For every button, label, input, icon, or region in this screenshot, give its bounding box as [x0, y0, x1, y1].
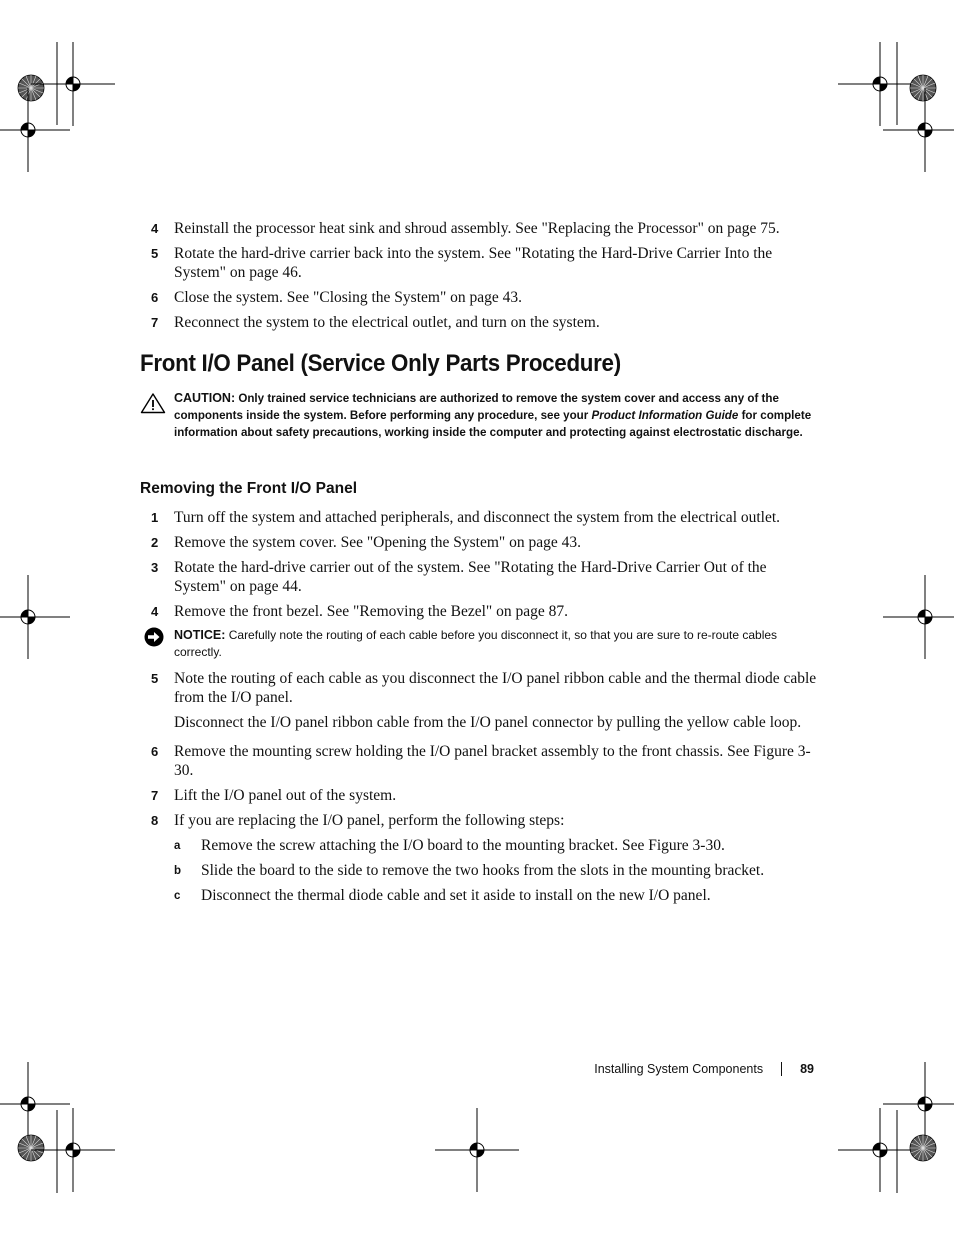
page-footer — [594, 1062, 814, 1076]
caution-label: CAUTION: — [174, 391, 236, 405]
caution-box — [140, 390, 820, 441]
crop-mark-mid-left — [0, 575, 70, 659]
subsection-title: Removing the Front I/O Panel — [140, 480, 358, 497]
crop-mark-top-right — [838, 42, 954, 172]
step-item: 7 Reconnect the system to the electrical outlet, and turn on the system. — [151, 314, 600, 331]
removal-procedure — [140, 508, 820, 911]
substep-text: Disconnect the thermal diode cable and set it aside to install on the new I/O panel. — [201, 887, 711, 904]
step-item: 5 Note the routing of each cable as you disconnect the I/O panel ribbon cable and the thermal diode cable from the I/O panel. — [151, 670, 817, 706]
step-item: 6 Close the system. See "Closing the System" on page 43. — [151, 289, 523, 306]
step-text: Remove the front bezel. See "Removing the Bezel" on page 87. — [174, 603, 569, 620]
product-information-guide: Product Information Guide — [591, 409, 739, 422]
crop-mark-bottom-right — [838, 1062, 954, 1193]
notice-box — [140, 627, 820, 661]
step-paragraph: Disconnect the I/O panel ribbon cable from the I/O panel connector by pulling the yellow cable loop. — [174, 714, 802, 731]
step-text: Reconnect the system to the electrical outlet, and turn on the system. — [174, 314, 600, 331]
step-text: Remove the system cover. See "Opening the System" on page 43. — [174, 534, 581, 551]
crop-mark-bottom-center — [435, 1108, 519, 1192]
substep-item: a Remove the screw attaching the I/O board to the mounting bracket. See Figure 3-30. — [174, 837, 725, 854]
caution-triangle-icon — [140, 392, 166, 414]
crop-mark-mid-right — [883, 575, 954, 659]
substep-item: c Disconnect the thermal diode cable and set it aside to install on the new I/O panel. — [174, 887, 711, 904]
crop-mark-top-left — [0, 42, 115, 172]
step-text: Rotate the hard-drive carrier back into the system. See "Rotating the Hard-Drive Carrier Into the System" on page 46. — [174, 245, 773, 281]
previous-procedure-steps — [140, 219, 820, 338]
step-text: Lift the I/O panel out of the system. — [174, 787, 397, 804]
section-title: Front I/O Panel (Service Only Parts Procedure) — [140, 350, 621, 377]
step-item: 5 Rotate the hard-drive carrier back into the system. See "Rotating the Hard-Drive Carrier Into the System" on page 46. — [151, 245, 773, 281]
step-text: Turn off the system and attached peripherals, and disconnect the system from the electrical outlet. — [174, 509, 781, 526]
step-text: Rotate the hard-drive carrier out of the system. See "Rotating the Hard-Drive Carrier Out of the System" on page 44. — [174, 559, 767, 595]
notice-label: NOTICE: — [174, 628, 226, 642]
substep-item: b Slide the board to the side to remove the two hooks from the slots in the mounting bracket. — [174, 862, 765, 879]
step-item: 2 Remove the system cover. See "Opening the System" on page 43. — [151, 534, 581, 551]
step-item: 7 Lift the I/O panel out of the system. — [151, 787, 397, 804]
notice-text: NOTICE: Carefully note the routing of each cable before you disconnect it, so that you are sure to re-route cables correctly. — [174, 628, 778, 659]
substep-text: Remove the screw attaching the I/O board to the mounting bracket. See Figure 3-30. — [201, 837, 725, 854]
footer-chapter-title: Installing System Components — [594, 1062, 764, 1076]
step-item: 4 Remove the front bezel. See "Removing the Bezel" on page 87. — [151, 603, 569, 620]
step-text: Remove the mounting screw holding the I/O panel bracket assembly to the front chassis. See Figure 3-30. — [174, 743, 811, 779]
step-item: 1 Turn off the system and attached peripherals, and disconnect the system from the electrical outlet. — [151, 509, 781, 526]
step-text: Note the routing of each cable as you disconnect the I/O panel ribbon cable and the thermal diode cable from the I/O panel. — [174, 670, 817, 706]
step-text: If you are replacing the I/O panel, perform the following steps: — [174, 812, 565, 829]
step-item: 3 Rotate the hard-drive carrier out of the system. See "Rotating the Hard-Drive Carrier Out of the System" on page 44. — [151, 559, 767, 595]
footer-divider — [781, 1062, 782, 1076]
step-item: 8 If you are replacing the I/O panel, perform the following steps: — [151, 812, 565, 829]
notice-arrow-icon — [144, 627, 164, 647]
page-number: 89 — [800, 1062, 814, 1076]
step-text: Close the system. See "Closing the System" on page 43. — [174, 289, 523, 306]
step-text: Reinstall the processor heat sink and shroud assembly. See "Replacing the Processor" on page 75. — [174, 220, 780, 237]
crop-mark-bottom-left — [0, 1062, 115, 1193]
step-item: 4 Reinstall the processor heat sink and shroud assembly. See "Replacing the Processor" on page 75. — [151, 220, 780, 237]
caution-text: CAUTION: Only trained service technicians are authorized to remove the system cover and access any of the components inside the system. Before performing any procedure, see your Product Information Guide for complete information about safety precautions, working inside the computer and protecting against electrostatic discharge. — [174, 391, 812, 439]
step-item: 6 Remove the mounting screw holding the I/O panel bracket assembly to the front chassis. See Figure 3-30. — [151, 743, 811, 779]
substep-text: Slide the board to the side to remove the two hooks from the slots in the mounting bracket. — [201, 862, 765, 879]
